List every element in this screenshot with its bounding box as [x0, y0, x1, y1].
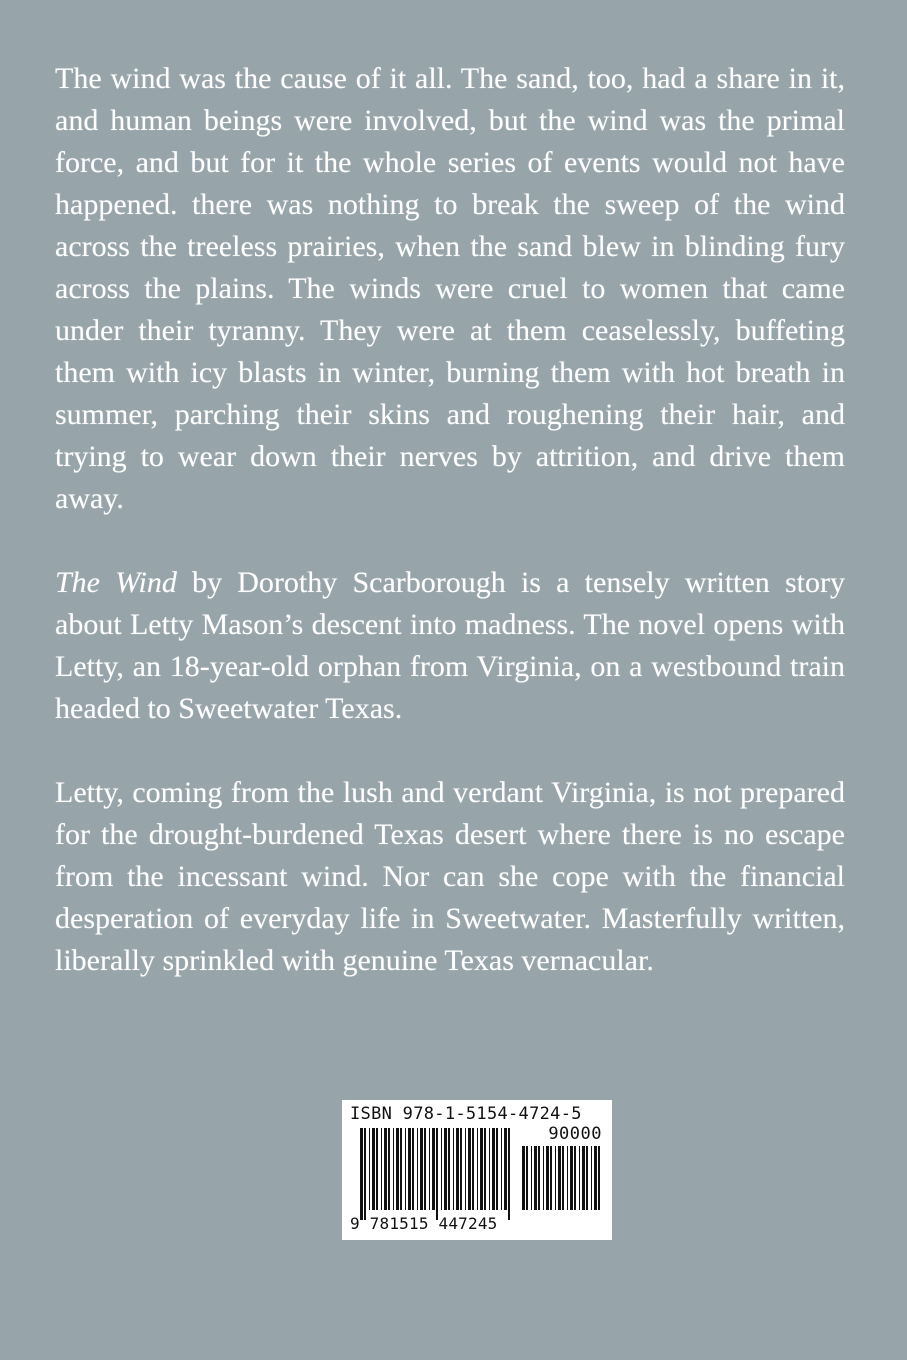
- barcode-bar: [543, 1146, 544, 1210]
- barcode-bar: [420, 1128, 423, 1210]
- barcode-bar: [504, 1128, 507, 1210]
- blurb-paragraph-3: Letty, coming from the lush and verdant Virginia, is not prepared for the drought-burdened Texas desert where there is no escape from the incessant wind. Nor can she cope with the financial desperation of everyday life in Sweetwater. Masterfully written, liberally sprinkled with genuine Texas vernacular.: [55, 776, 845, 977]
- barcode-bar: [376, 1128, 378, 1210]
- barcode-bar: [562, 1146, 564, 1210]
- barcode-bar: [570, 1146, 573, 1210]
- barcode-bar: [477, 1128, 478, 1210]
- blurb-paragraph-1: The wind was the cause of it all. The sand, too, had a share in it, and human beings were involved, but the wind was the primal force, and but for it the whole series of events would not have happened. there was nothing to break the sweep of the wind across the treeless prairies, when the sand blew in blinding fury across the plains. The winds were cruel to women that came under their tyranny. They were at them ceaselessly, buffeting them with icy blasts in winter, burning them with hot breath in summer, parching their skins and roughening their hair, and trying to wear down their nerves by attrition, and drive them away.: [55, 62, 845, 515]
- barcode-bar: [393, 1128, 394, 1210]
- barcode-bar: [574, 1146, 576, 1210]
- barcode-bar: [465, 1128, 466, 1210]
- barcode-bar: [468, 1128, 471, 1210]
- barcode-bar: [496, 1128, 498, 1210]
- barcode-bar: [492, 1128, 495, 1210]
- ean13-bars: [360, 1128, 512, 1220]
- barcode-bar: [364, 1128, 366, 1220]
- barcode-bar: [460, 1128, 462, 1210]
- barcode-bar: [598, 1146, 600, 1210]
- price-code: 90000: [548, 1124, 602, 1144]
- barcode-bar: [424, 1128, 426, 1210]
- barcode-bar: [372, 1128, 375, 1210]
- barcode-bar: [384, 1128, 387, 1210]
- barcode-bar: [432, 1128, 435, 1210]
- barcode-bar: [456, 1128, 459, 1210]
- blurb-text: [55, 58, 845, 982]
- barcode-bar: [522, 1146, 525, 1210]
- barcode-bar: [489, 1128, 490, 1210]
- barcode-bar: [484, 1128, 486, 1210]
- book-title: The Wind: [55, 566, 177, 599]
- barcode-bar: [472, 1128, 474, 1210]
- barcode-bar: [369, 1128, 370, 1210]
- barcode-bar: [591, 1146, 592, 1210]
- barcode-bar: [546, 1146, 549, 1210]
- barcode-bar: [594, 1146, 597, 1210]
- blurb-paragraph-2-body: by Dorothy Scarborough is a tensely written story about Letty Mason’s descent into madness. The novel opens with Letty, an 18-year-old orphan from Virginia, on a westbound train headed to Sweetwater Texas.: [55, 566, 846, 725]
- barcode-bar: [531, 1146, 532, 1210]
- barcode-bar: [381, 1128, 382, 1210]
- barcode-bar: [582, 1146, 585, 1210]
- isbn-label: ISBN 978-1-5154-4724-5: [350, 1104, 582, 1124]
- barcode-bar: [534, 1146, 537, 1210]
- barcode-bar: [567, 1146, 568, 1210]
- barcode-bar: [388, 1128, 390, 1210]
- addon-bars: [522, 1146, 602, 1220]
- blurb-paragraph-2: [55, 562, 845, 730]
- barcode-bar: [453, 1128, 454, 1210]
- isbn-barcode: [342, 1100, 612, 1240]
- barcode-bar: [417, 1128, 418, 1210]
- barcode-bar: [555, 1146, 556, 1210]
- barcode-bar: [436, 1128, 438, 1220]
- barcode-bar: [448, 1128, 450, 1210]
- barcode-bar: [405, 1128, 406, 1210]
- barcode-bar: [501, 1128, 502, 1210]
- barcode-bar: [586, 1146, 588, 1210]
- barcode-bar: [480, 1128, 483, 1210]
- barcode-bar: [558, 1146, 561, 1210]
- barcode-bar: [360, 1128, 363, 1220]
- barcode-bar: [396, 1128, 399, 1210]
- barcode-bar: [508, 1128, 510, 1220]
- barcode-bar: [400, 1128, 402, 1210]
- barcode-bar: [444, 1128, 447, 1210]
- barcode-bar: [429, 1128, 430, 1210]
- barcode-digits: 9 781515 447245: [350, 1214, 498, 1233]
- barcode-bar: [550, 1146, 552, 1210]
- barcode-bar: [408, 1128, 411, 1210]
- barcode-bar: [526, 1146, 528, 1210]
- barcode-bar: [441, 1128, 442, 1210]
- barcode-bar: [579, 1146, 580, 1210]
- barcode-bar: [412, 1128, 414, 1210]
- barcode-bar: [538, 1146, 540, 1210]
